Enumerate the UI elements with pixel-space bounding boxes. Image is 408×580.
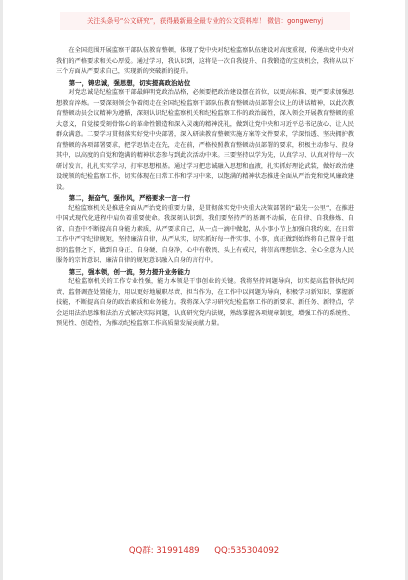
intro-paragraph: 在全国范围开展监察干部队伍教育整顿，体现了党中央对纪检监察队伍建设对高度重视，传递出党中央对我们的严格要求和关心厚爱。通过学习，我认识到，这将是一次自我提升、自我锻造的宝贵机会，我将从以下三个方面从严要求自己，实现新的突破新的提升。 bbox=[56, 47, 354, 75]
section-heading-2: 第二，振奋气，强作风，严格要求一言一行 bbox=[68, 194, 191, 202]
section-3-paragraph: 纪检监察机关的工作专业性强，能力本领是干事创业的关键。我将坚持问题导向，切实提高监督执纪问责、监督调查处置能力，用以更好地履职尽责、担当作为，在工作中以问题为导向，积极学习新知识、掌握新技能，不断提高自身的政治素质和业务能力。我将深入学习研究纪检监察工作的新要求、新任务、新特点，学会运用法治思维和法治方式解决实际问题，认真研究党内法规，熟练掌握各项规章制度，增强工作的系统性、预见性、创造性，为推动纪检监察工作高质量发展贡献力量。 bbox=[56, 278, 354, 327]
section-heading-1: 第一，铸忠诚，强思想，切实提高政治站位 bbox=[68, 78, 191, 87]
document-body bbox=[56, 46, 354, 330]
section-1-paragraph: 对党忠诚是纪检监察干部最鲜明党政治品格，必须要把政治建设摆在首位，以更高标准、更严要求加强思想教育淬炼。一要深刻领会争着阅走在全国纪检监察干部队伍教育整顿动员部署会议上的讲话精神，以此次教育整顿动员会议精神为遵循，深刻认识纪检监察机关和纪检监察工作的政治属性，深入领会开展教育整顿的重大意义，自觉接受刻骨铭心的革命性锻造和深入灵魂的精神洗礼，做到让党中央和习近平总书记放心、让人民群众满意。二要学习贯彻落实好党中央部署，深入研读教育整顿实施方案等文件要求，学深悟透、坚决拥护教育整顿的各项部署要求，把学思悟走在先，走在前，严格按照教育整顿动员部署的要求，积极主动参与、投身其中，以高度的自觉和饱满的精神状态参与到此次活动中来。三要坚持以学为先，认真学习、认真对待每一次研讨发言，扎扎实实学习，打牢思想根基。通过学习把忠诚融入思想和血液，扎实抓好理论武装，做好政治建设统领的纪检监察工作，切实体现在日常工作和学习中来，以饱满的精神状态推进全面从严治党和党风廉政建设。 bbox=[56, 89, 354, 191]
section-heading-3: 第三，强本领，创一流，努力提升业务能力 bbox=[68, 267, 191, 276]
qq-text: QQ:535304092 bbox=[214, 546, 280, 556]
scan-edge-left bbox=[0, 0, 3, 580]
section-2-paragraph: 纪检监察机关是推进全面从严治党的重要力量，是贯彻落实党中央重大决策部署的“最先一公里”，在推进中国式现代化进程中肩负着重要使命。我深刻认识到，我们要坚持严的基调不动摇，在自律、自我修炼、自省、自查中不断提高自身能力素质，从严要求自己，从一点一滴中做起，从小事小节上加强自我约束，在日常工作中严守纪律规矩，坚持廉洁自律，从严从实，切实抓好每一件实事、小事，真正做到始终将自己置身于组织的监督之下，做到自身正、自身硬、自身净，心中有敬畏、头上有戒尺，将崇高理想信念、全心全意为人民服务的宗旨意识、廉洁自律的规矩意识融入自身的言行中。 bbox=[56, 204, 354, 264]
promo-banner[interactable]: 关注头条号“公文研究”，获得最新最全最专业的公文资料库！ 微信：gongwenyj bbox=[60, 12, 350, 30]
contact-footer bbox=[0, 544, 408, 556]
qq-group-text: QQ群: 31991489 bbox=[128, 546, 200, 556]
